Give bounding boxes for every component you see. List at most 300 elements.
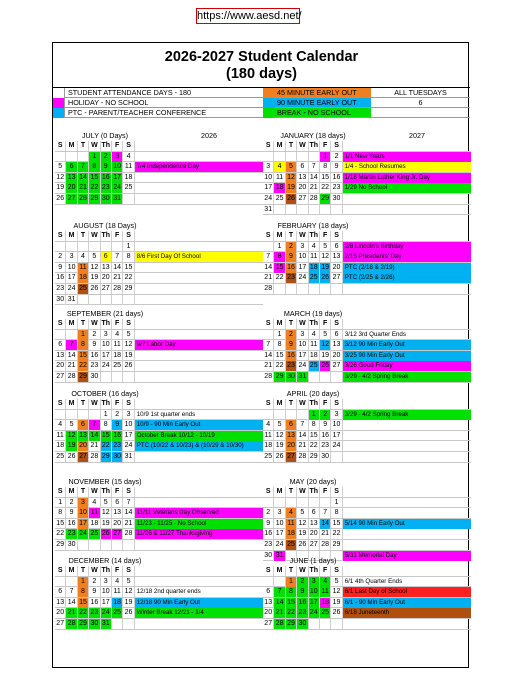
event-note: [135, 372, 263, 382]
day-cell: 19: [123, 351, 134, 361]
day-cell: 18: [263, 441, 274, 451]
legend-label: 6: [418, 98, 423, 107]
month-name: SEPTEMBER (21 days): [66, 309, 144, 318]
day-cell: 11: [309, 340, 320, 350]
day-cell: 17: [112, 173, 123, 183]
day-cell: 21: [123, 519, 134, 529]
day-cell: [55, 577, 66, 587]
day-cell: 16: [286, 263, 297, 273]
week-row: [263, 420, 471, 431]
day-cell: 10: [331, 420, 342, 430]
day-cell: [112, 295, 123, 305]
day-cell: [274, 498, 285, 508]
day-cell: 18: [112, 598, 123, 608]
week-row: [263, 351, 471, 362]
day-cell: 28: [297, 452, 308, 462]
day-cell: [66, 577, 77, 587]
day-cell: 5: [123, 577, 134, 587]
day-cell: 13: [101, 263, 112, 273]
day-cell: 28: [263, 372, 274, 382]
day-cell: 16: [320, 431, 331, 441]
week-row: [263, 608, 471, 619]
month-year: [155, 556, 263, 566]
day-cell: [297, 152, 308, 162]
day-cell: 14: [263, 263, 274, 273]
day-cell: 24: [101, 608, 112, 618]
weekday-label: S: [263, 487, 274, 497]
week-row: [263, 431, 471, 442]
week-row: [263, 162, 471, 173]
day-cell: 30: [320, 452, 331, 462]
day-cell: 13: [55, 351, 66, 361]
day-cell: 27: [309, 540, 320, 550]
week-row: [55, 598, 263, 609]
day-cell: [286, 410, 297, 420]
day-cell: 29: [78, 619, 89, 629]
day-cell: 2: [101, 152, 112, 162]
day-cell: 20: [55, 361, 66, 371]
day-cell: 9: [89, 587, 100, 597]
weekday-label: S: [331, 319, 342, 329]
day-cell: 16: [112, 431, 123, 441]
weekday-label: W: [297, 141, 308, 151]
day-cell: 29: [78, 372, 89, 382]
week-row: [263, 263, 471, 274]
weekday-header: [55, 566, 263, 577]
day-cell: 22: [274, 361, 285, 371]
day-cell: 11: [55, 431, 66, 441]
legend-row: [53, 88, 470, 98]
day-cell: 19: [286, 183, 297, 193]
month-header: [55, 309, 263, 319]
day-cell: [123, 372, 134, 382]
event-note: [343, 441, 471, 451]
week-row: [55, 173, 263, 184]
day-cell: [297, 498, 308, 508]
day-cell: 31: [112, 194, 123, 204]
day-cell: 24: [123, 441, 134, 451]
day-cell: 24: [309, 608, 320, 618]
month-february: [263, 221, 471, 295]
day-cell: 12: [297, 519, 308, 529]
day-cell: 16: [263, 529, 274, 539]
day-cell: 4: [263, 420, 274, 430]
day-cell: 9: [112, 420, 123, 430]
day-cell: 19: [101, 519, 112, 529]
day-cell: 27: [55, 372, 66, 382]
week-row: [55, 619, 263, 630]
day-cell: 25: [320, 608, 331, 618]
day-cell: 21: [320, 529, 331, 539]
day-cell: 25: [112, 361, 123, 371]
day-cell: 9: [286, 252, 297, 262]
day-cell: 26: [274, 452, 285, 462]
week-row: [263, 519, 471, 530]
day-cell: 20: [331, 351, 342, 361]
day-cell: 17: [331, 431, 342, 441]
note-empty: [135, 399, 263, 409]
day-cell: 10: [297, 340, 308, 350]
month-header: [55, 556, 263, 566]
day-cell: 8: [101, 420, 112, 430]
weekday-label: M: [274, 231, 285, 241]
day-cell: 20: [66, 183, 77, 193]
weekday-label: Th: [101, 320, 111, 327]
day-cell: 28: [89, 452, 100, 462]
day-cell: 21: [66, 608, 77, 618]
day-cell: 3: [331, 410, 342, 420]
week-row: [55, 273, 263, 284]
day-cell: 1: [78, 577, 89, 587]
day-cell: [297, 284, 308, 294]
event-note: [135, 194, 263, 204]
day-cell: 24: [297, 361, 308, 371]
week-row: [263, 340, 471, 351]
day-cell: [320, 619, 331, 629]
day-cell: 25: [274, 194, 285, 204]
week-row: [263, 284, 471, 295]
event-note: [343, 431, 471, 441]
weekday-label: W: [89, 566, 100, 576]
legend-swatch: [53, 88, 65, 98]
day-cell: 8: [309, 420, 320, 430]
week-row: [263, 173, 471, 184]
month-july: [55, 131, 263, 205]
day-cell: 13: [309, 519, 320, 529]
legend-label: HOLIDAY - NO SCHOOL: [68, 98, 149, 107]
day-cell: 12: [320, 252, 331, 262]
month-header: [263, 389, 471, 399]
day-cell: 28: [66, 372, 77, 382]
week-row: [263, 587, 471, 598]
day-cell: [112, 540, 123, 550]
day-cell: 23: [112, 441, 123, 451]
weekday-label: M: [274, 566, 285, 576]
event-note: [135, 263, 263, 273]
event-note: [135, 540, 263, 550]
day-cell: 3: [263, 162, 274, 172]
week-row: [263, 361, 471, 372]
day-cell: 28: [320, 540, 331, 550]
month-name: DECEMBER (14 days): [68, 556, 142, 565]
day-cell: [55, 152, 66, 162]
weekday-label: T: [78, 399, 89, 409]
weekday-label: F: [112, 141, 123, 151]
week-row: [55, 183, 263, 194]
day-cell: 9: [286, 340, 297, 350]
week-row: [55, 508, 263, 519]
day-cell: [331, 619, 342, 629]
week-row: [55, 540, 263, 551]
day-cell: 17: [66, 273, 77, 283]
day-cell: 23: [55, 284, 66, 294]
day-cell: 27: [112, 529, 123, 539]
day-cell: 2: [112, 410, 123, 420]
day-cell: 19: [320, 263, 331, 273]
month-year: [155, 477, 263, 487]
day-cell: 13: [286, 431, 297, 441]
day-cell: 6: [55, 587, 66, 597]
day-cell: 7: [309, 162, 320, 172]
day-cell: 21: [263, 361, 274, 371]
day-cell: 12: [331, 587, 342, 597]
day-cell: 15: [320, 173, 331, 183]
day-cell: 4: [320, 577, 331, 587]
weekday-label: S: [331, 231, 342, 241]
day-cell: 4: [274, 162, 285, 172]
weekday-label: F: [112, 319, 123, 329]
day-cell: [78, 410, 89, 420]
event-note: [135, 183, 263, 193]
week-row: [55, 295, 263, 306]
event-note: 6/1 - 90 Min Early Out: [343, 598, 471, 608]
day-cell: 17: [297, 263, 308, 273]
day-cell: 8: [78, 587, 89, 597]
event-note: [135, 152, 263, 162]
event-note: [135, 273, 263, 283]
day-cell: 10: [123, 420, 134, 430]
month-year: [155, 309, 263, 319]
week-row: [55, 361, 263, 372]
weekday-label: W: [89, 399, 100, 409]
day-cell: 11: [78, 263, 89, 273]
day-cell: 3: [78, 498, 89, 508]
weekday-label: M: [274, 141, 285, 151]
event-note: 10/9 - 90 Min Early Out: [135, 420, 263, 430]
day-cell: 20: [331, 263, 342, 273]
weekday-label: F: [112, 399, 123, 409]
calendar-sheet: [52, 42, 469, 668]
day-cell: 31: [66, 295, 77, 305]
day-cell: 9: [89, 340, 100, 350]
day-cell: 19: [89, 273, 100, 283]
weekday-label: T: [286, 231, 297, 241]
note-empty: [343, 487, 471, 497]
day-cell: 6: [331, 330, 342, 340]
month-name: FEBRUARY (18 days): [277, 221, 349, 230]
url-label[interactable]: https://www.aesd.net/: [197, 10, 302, 22]
day-cell: 11: [89, 508, 100, 518]
weekday-label: T: [78, 231, 89, 241]
day-cell: 26: [101, 529, 112, 539]
day-cell: 5: [66, 420, 77, 430]
month-year: [363, 556, 471, 566]
day-cell: 25: [89, 529, 100, 539]
weekday-label: M: [66, 319, 77, 329]
day-cell: 21: [78, 183, 89, 193]
week-row: [55, 420, 263, 431]
day-cell: 22: [101, 441, 112, 451]
day-cell: 18: [55, 441, 66, 451]
day-cell: [309, 284, 320, 294]
day-cell: 5: [101, 498, 112, 508]
day-cell: 28: [78, 194, 89, 204]
month-june: [263, 556, 471, 630]
day-cell: 3: [101, 330, 112, 340]
day-cell: 6: [101, 252, 112, 262]
day-cell: 27: [101, 284, 112, 294]
day-cell: [286, 284, 297, 294]
week-row: [263, 529, 471, 540]
day-cell: 29: [274, 372, 285, 382]
day-cell: 26: [320, 361, 331, 371]
weekday-label: M: [66, 141, 77, 151]
day-cell: [101, 372, 112, 382]
day-cell: [89, 410, 100, 420]
day-cell: 25: [112, 608, 123, 618]
weekday-label: Th: [309, 488, 319, 495]
event-note: 8/6 First Day Of School: [135, 252, 263, 262]
weekday-label: F: [320, 399, 331, 409]
day-cell: 28: [66, 619, 77, 629]
day-cell: 5: [320, 330, 331, 340]
weekday-label: F: [320, 141, 331, 151]
event-note: [343, 452, 471, 462]
day-cell: [263, 152, 274, 162]
day-cell: 20: [101, 273, 112, 283]
day-cell: 29: [55, 540, 66, 550]
weekday-label: T: [286, 566, 297, 576]
weekday-label: T: [78, 319, 89, 329]
weekday-label: Th: [309, 320, 319, 327]
day-cell: 14: [309, 173, 320, 183]
day-cell: [78, 295, 89, 305]
day-cell: 7: [123, 498, 134, 508]
day-cell: 28: [263, 284, 274, 294]
day-cell: 29: [309, 452, 320, 462]
weekday-label: S: [263, 141, 274, 151]
weekday-label: Th: [309, 567, 319, 574]
note-empty: [135, 566, 263, 576]
weekday-label: W: [297, 231, 308, 241]
day-cell: 26: [89, 284, 100, 294]
day-cell: [112, 372, 123, 382]
month-name: AUGUST (18 Days): [73, 221, 137, 230]
day-cell: 10: [66, 263, 77, 273]
event-note: 3/29 - 4/2 Spring Break: [343, 410, 471, 420]
day-cell: 18: [320, 598, 331, 608]
weekday-label: S: [123, 319, 134, 329]
week-row: [263, 441, 471, 452]
weekday-label: T: [78, 566, 89, 576]
day-cell: 30: [331, 194, 342, 204]
day-cell: 12: [123, 587, 134, 597]
week-row: [55, 529, 263, 540]
day-cell: 23: [101, 183, 112, 193]
week-row: [55, 152, 263, 163]
day-cell: 28: [112, 284, 123, 294]
weekday-label: S: [55, 231, 66, 241]
day-cell: 14: [66, 351, 77, 361]
day-cell: 24: [274, 540, 285, 550]
day-cell: 27: [55, 619, 66, 629]
day-cell: 22: [78, 608, 89, 618]
day-cell: [274, 205, 285, 215]
week-row: [263, 498, 471, 509]
legend-label: STUDENT ATTENDANCE DAYS - 180: [68, 88, 192, 97]
weekday-label: S: [331, 566, 342, 576]
day-cell: 28: [309, 194, 320, 204]
month-april: [263, 389, 471, 463]
week-row: [263, 183, 471, 194]
day-cell: 2: [263, 508, 274, 518]
day-cell: 15: [78, 598, 89, 608]
weekday-label: Th: [101, 232, 111, 239]
day-cell: 5: [320, 242, 331, 252]
week-row: [55, 252, 263, 263]
day-cell: 1: [286, 577, 297, 587]
day-cell: 22: [320, 183, 331, 193]
day-cell: 8: [331, 508, 342, 518]
day-cell: 22: [123, 273, 134, 283]
day-cell: 3: [66, 252, 77, 262]
weekday-header: [55, 319, 263, 330]
day-cell: [286, 152, 297, 162]
day-cell: 26: [286, 194, 297, 204]
day-cell: [331, 372, 342, 382]
day-cell: 13: [112, 508, 123, 518]
day-cell: 1: [101, 410, 112, 420]
day-cell: 15: [123, 263, 134, 273]
day-cell: 6: [78, 420, 89, 430]
day-cell: 1: [55, 498, 66, 508]
day-cell: 22: [274, 273, 285, 283]
event-note: 12/18 2nd quarter ends: [136, 588, 201, 596]
day-cell: 7: [78, 162, 89, 172]
day-cell: 17: [101, 351, 112, 361]
day-cell: 17: [123, 431, 134, 441]
day-cell: 10: [112, 162, 123, 172]
day-cell: 1: [89, 152, 100, 162]
day-cell: 23: [286, 361, 297, 371]
day-cell: [320, 205, 331, 215]
day-cell: [55, 410, 66, 420]
day-cell: 27: [297, 194, 308, 204]
day-cell: [123, 619, 134, 629]
week-row: [263, 242, 471, 253]
day-cell: 18: [89, 519, 100, 529]
weekday-label: F: [112, 231, 123, 241]
weekday-label: F: [112, 487, 123, 497]
week-row: [55, 498, 263, 509]
day-cell: [66, 330, 77, 340]
day-cell: 13: [78, 431, 89, 441]
event-note: 11/11 Veterans Day Observed: [135, 508, 263, 518]
week-row: [55, 587, 263, 598]
day-cell: [263, 577, 274, 587]
event-note: [343, 194, 471, 204]
week-row: [263, 540, 471, 551]
week-row: [55, 410, 263, 421]
day-cell: 12: [286, 173, 297, 183]
day-cell: 9: [101, 162, 112, 172]
day-cell: [309, 152, 320, 162]
event-note: 6/1 Last Day of School: [343, 587, 471, 597]
week-row: [55, 431, 263, 442]
day-cell: [274, 152, 285, 162]
legend-row: [53, 98, 470, 108]
day-cell: 2: [55, 252, 66, 262]
week-row: [263, 273, 471, 284]
month-name: NOVEMBER (15 days): [68, 477, 142, 486]
month-header: [55, 221, 263, 231]
day-cell: 22: [331, 529, 342, 539]
event-note: [135, 452, 263, 462]
legend-label: PTC - PARENT/TEACHER CONFERENCE: [68, 108, 207, 117]
day-cell: 25: [309, 273, 320, 283]
day-cell: 30: [89, 619, 100, 629]
month-march: [263, 309, 471, 383]
